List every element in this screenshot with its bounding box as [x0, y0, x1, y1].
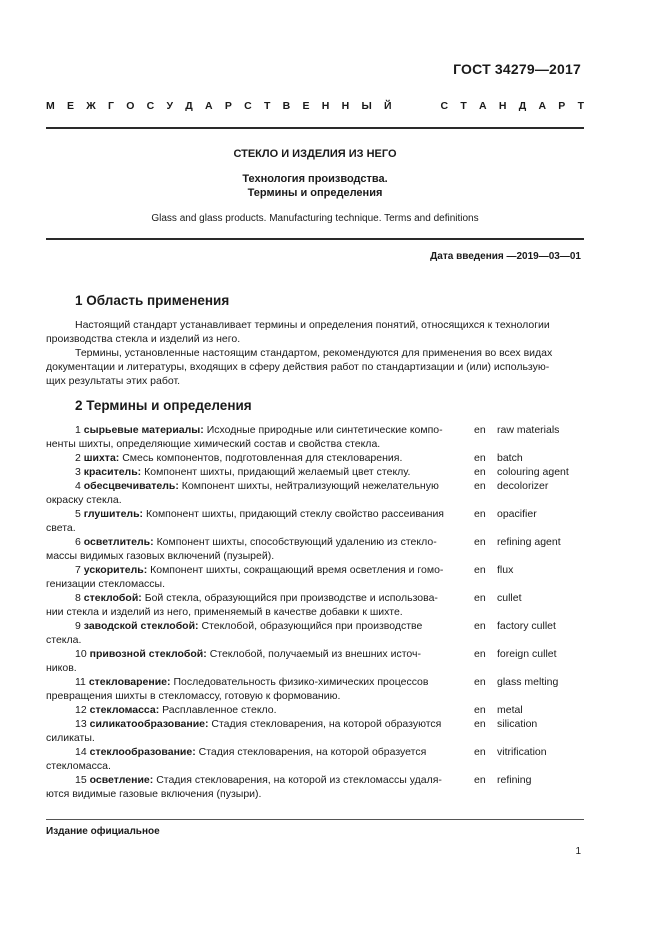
banner-letter: Т — [460, 100, 467, 112]
term-definition-continued: света. — [46, 521, 76, 534]
term-definition-continued: ников. — [46, 661, 77, 674]
term-name: осветление: — [89, 774, 154, 786]
banner-letter: А — [479, 100, 487, 112]
term-name: привозной стеклобой: — [89, 648, 207, 660]
section-1-paragraph-2 — [46, 347, 584, 388]
section-1-paragraph-1 — [46, 319, 584, 347]
banner-letter: В — [282, 100, 291, 112]
subtitle-line-2: Термины и определения — [247, 187, 383, 199]
paragraph-line: производства стекла и изделий из него. — [46, 332, 241, 345]
banner-letter: О — [126, 100, 135, 112]
term-number: 14 — [75, 746, 87, 758]
introduction-date: Дата введения —2019—03—01 — [430, 251, 581, 262]
term-definition: Расплавленное стекло. — [162, 704, 277, 716]
term-number: 5 — [75, 508, 81, 520]
term-definition: Бой стекла, образующийся при производстве и использова- — [144, 592, 438, 604]
term-definition-continued: окраску стекла. — [46, 493, 122, 506]
banner-letter: С — [244, 100, 252, 112]
language-code: en — [474, 466, 486, 478]
footer-rule — [46, 819, 584, 820]
banner-letter: Д — [518, 100, 527, 112]
term-definition-continued: превращения шихты в стекломассу, готовую к формованию. — [46, 689, 341, 702]
term-number: 11 — [75, 676, 86, 688]
language-code: en — [474, 592, 486, 604]
document-subtitle — [46, 172, 584, 200]
banner-letter: Т — [577, 100, 584, 112]
term-name: стеклообразование: — [89, 746, 196, 758]
page-number: 1 — [575, 846, 581, 857]
term-name: стекловарение: — [88, 676, 171, 688]
term-number: 10 — [75, 648, 87, 660]
term-number: 7 — [75, 564, 81, 576]
term-number: 9 — [75, 620, 81, 632]
banner-letter: М — [46, 100, 55, 112]
term-number: 15 — [75, 774, 87, 786]
term-entry — [46, 592, 466, 620]
term-name: обесцвечиватель: — [83, 480, 179, 492]
english-equivalent: factory cullet — [497, 620, 556, 632]
term-entry — [46, 536, 466, 564]
banner-letter: Н — [321, 100, 330, 112]
language-code: en — [474, 676, 486, 688]
interstate-standard-banner — [46, 100, 584, 112]
title-rule — [46, 238, 584, 240]
edition-note: Издание официальное — [46, 826, 160, 837]
term-definition: Стеклобой, получаемый из внешних источ- — [209, 648, 421, 660]
english-equivalent: refining agent — [497, 536, 561, 548]
english-equivalent: cullet — [497, 592, 522, 604]
term-entry — [46, 746, 466, 774]
term-entry — [46, 466, 466, 480]
subtitle-line-1: Технология производства. — [242, 173, 388, 185]
language-code: en — [474, 718, 486, 730]
banner-letter: Д — [185, 100, 193, 112]
term-definition: Стеклобой, образующийся при производстве — [201, 620, 423, 632]
term-name: силикатообразование: — [89, 718, 209, 730]
language-code: en — [474, 564, 486, 576]
paragraph-line: Термины, установленные настоящим стандартом, рекомендуются для применения во всех видах — [75, 347, 553, 359]
banner-letter: С — [146, 100, 155, 112]
banner-letter: У — [166, 100, 174, 112]
term-name: стекломасса: — [89, 704, 160, 716]
language-code: en — [474, 746, 486, 758]
language-code: en — [474, 452, 486, 464]
term-definition: Стадия стекловарения, на которой образуются — [211, 718, 442, 730]
term-number: 12 — [75, 704, 87, 716]
language-code: en — [474, 620, 486, 632]
language-code: en — [474, 774, 486, 786]
english-equivalent: silication — [497, 718, 538, 730]
english-equivalent: opacifier — [497, 508, 537, 520]
term-definition: Компонент шихты, нейтрализующий нежелательную — [181, 480, 439, 492]
english-equivalent: batch — [497, 452, 523, 464]
term-definition: Исходные природные или синтетические компо- — [206, 424, 443, 436]
term-definition-continued: стекломасса. — [46, 759, 111, 772]
english-equivalent: flux — [497, 564, 514, 576]
term-entry — [46, 508, 466, 536]
english-equivalent: vitrification — [497, 746, 547, 758]
term-definition-continued: генизации стекломассы. — [46, 577, 166, 590]
language-code: en — [474, 648, 486, 660]
term-definition-continued: силикаты. — [46, 731, 95, 744]
paragraph-line: Настоящий стандарт устанавливает термины и определения понятий, относящихся к технологии — [75, 319, 550, 331]
banner-letter: Н — [341, 100, 350, 112]
term-number: 1 — [75, 424, 81, 436]
language-code: en — [474, 536, 486, 548]
term-entry — [46, 704, 466, 718]
english-title: Glass and glass products. Manufacturing technique. Terms and definitions — [151, 213, 479, 224]
banner-letter: Е — [302, 100, 310, 112]
term-number: 3 — [75, 466, 81, 478]
term-definition: Компонент шихты, сокращающий время осветления и гомо- — [150, 564, 444, 576]
term-entry — [46, 676, 466, 704]
english-equivalent: metal — [497, 704, 523, 716]
banner-letter: Г — [108, 100, 114, 112]
banner-letter: Й — [383, 100, 392, 112]
term-name: шихта: — [83, 452, 120, 464]
term-definition: Компонент шихты, придающий желаемый цвет стеклу. — [144, 466, 411, 478]
section-2-heading: 2 Термины и определения — [75, 398, 252, 413]
english-equivalent: colouring agent — [497, 466, 569, 478]
paragraph-line: щих результаты этих работ. — [46, 374, 181, 387]
term-definition-continued: стекла. — [46, 633, 82, 646]
term-definition-continued: массы видимых газовых включений (пузырей). — [46, 549, 275, 562]
document-number: ГОСТ 34279—2017 — [453, 61, 581, 77]
section-1-heading: 1 Область применения — [75, 293, 230, 308]
term-number: 8 — [75, 592, 81, 604]
english-equivalent: glass melting — [497, 676, 559, 688]
term-entry — [46, 718, 466, 746]
english-equivalent: foreign cullet — [497, 648, 557, 660]
term-definition: Последовательность физико-химических процессов — [173, 676, 429, 688]
term-entry — [46, 620, 466, 648]
term-name: заводской стеклобой: — [83, 620, 199, 632]
term-definition-continued: нии стекла и изделий из него, применяемый в качестве добавки к шихте. — [46, 605, 403, 618]
term-number: 6 — [75, 536, 81, 548]
banner-letter: А — [538, 100, 547, 112]
term-entry — [46, 648, 466, 676]
term-entry — [46, 452, 466, 466]
banner-letter: Р — [224, 100, 232, 112]
banner-letter: Р — [558, 100, 566, 112]
english-equivalent: refining — [497, 774, 532, 786]
language-code: en — [474, 704, 486, 716]
banner-letter: С — [440, 100, 449, 112]
term-number: 2 — [75, 452, 81, 464]
term-name: сырьевые материалы: — [83, 424, 204, 436]
banner-letter: А — [205, 100, 213, 112]
banner-letter: Ы — [361, 100, 372, 112]
banner-letter: Т — [263, 100, 271, 112]
language-code: en — [474, 508, 486, 520]
term-definition-continued: ются видимые газовые включения (пузыри). — [46, 787, 262, 800]
term-entry — [46, 564, 466, 592]
term-definition: Компонент шихты, придающий стеклу свойство рассеивания — [145, 508, 444, 520]
term-name: стеклобой: — [83, 592, 142, 604]
term-definition: Стадия стекловарения, на которой из стекломассы удаля- — [156, 774, 442, 786]
banner-letter: Ж — [86, 100, 96, 112]
term-definition: Стадия стекловарения, на которой образуется — [198, 746, 427, 758]
term-name: ускоритель: — [83, 564, 148, 576]
term-number: 13 — [75, 718, 87, 730]
term-name: краситель: — [83, 466, 142, 478]
term-number: 4 — [75, 480, 81, 492]
term-definition-continued: ненты шихты, определяющие химический состав и свойства стекла. — [46, 437, 381, 450]
banner-letter: Н — [498, 100, 507, 112]
english-equivalent: decolorizer — [497, 480, 549, 492]
banner-letter: Е — [67, 100, 75, 112]
term-entry — [46, 424, 466, 452]
term-name: глушитель: — [83, 508, 144, 520]
english-equivalent: raw materials — [497, 424, 560, 436]
term-definition: Компонент шихты, способствующий удалению из стекло- — [156, 536, 437, 548]
term-definition: Смесь компонентов, подготовленная для стекловарения. — [122, 452, 403, 464]
paragraph-line: документации и литературы, входящих в сферу действия работ по стандартизации и (или) использую- — [46, 360, 550, 373]
header-rule — [46, 127, 584, 129]
term-entry — [46, 774, 466, 802]
language-code: en — [474, 480, 486, 492]
term-entry — [46, 480, 466, 508]
document-title: СТЕКЛО И ИЗДЕЛИЯ ИЗ НЕГО — [233, 148, 397, 160]
term-name: осветлитель: — [83, 536, 154, 548]
language-code: en — [474, 424, 486, 436]
